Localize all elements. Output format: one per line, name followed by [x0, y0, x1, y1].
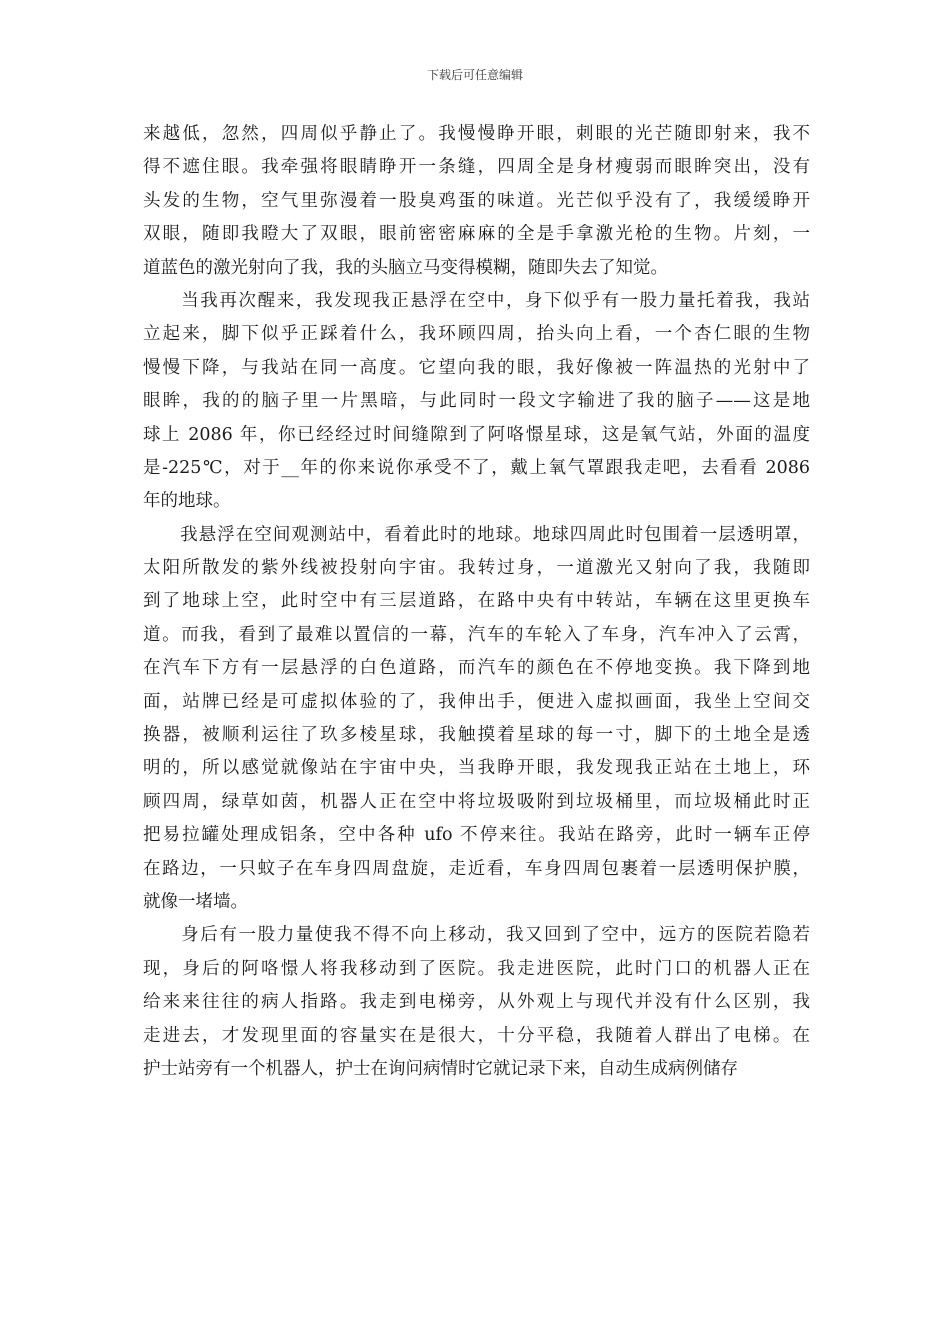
page-header: 下载后可任意编辑 — [426, 68, 523, 82]
text-line: 在路边，一只蚊子在车身四周盘旋，走近看，车身四周包裹着一层透明保护膜， — [143, 858, 810, 879]
text-line: 现，身后的阿咯憬人将我移动到了医院。我走进医院，此时门口的机器人正在 — [143, 958, 810, 979]
paragraph — [143, 285, 810, 519]
text-line: 面，站牌已经是可虚拟体验的了，我伸出手，便进入虚拟画面，我坐上空间交 — [143, 691, 810, 712]
text-line: 把易拉罐处理成铝条，空中各种 ufo 不停来往。我站在路旁，此时一辆车正停 — [143, 825, 810, 846]
text-line: 太阳所散发的紫外线被投射向宇宙。我转过身，一道激光又射向了我，我随即 — [143, 558, 810, 579]
text-line: 我悬浮在空间观测站中，看着此时的地球。地球四周此时包围着一层透明罩， — [143, 524, 810, 545]
text-line: 明的，所以感觉就像站在宇宙中央，当我睁开眼，我发现我正站在土地上，环 — [143, 758, 810, 779]
text-line: 给来来往往的病人指路。我走到电梯旁，从外观上与现代并没有什么区别，我 — [143, 992, 810, 1013]
text-line: 换器，被顺利运往了玖多棱星球，我触摸着星球的每一寸，脚下的土地全是透 — [143, 725, 810, 746]
text-line: 道。而我，看到了最难以置信的一幕，汽车的车轮入了车身，汽车冲入了云霄， — [143, 624, 810, 645]
text-line: 眼眸，我的的脑子里一片黑暗，与此同时一段文字输进了我的脑子——这是地 — [143, 391, 810, 412]
text-line: 当我再次醒来，我发现我正悬浮在空中，身下似乎有一股力量托着我，我站 — [143, 290, 810, 311]
text-line: 双眼，随即我瞪大了双眼，眼前密密麻麻的全是手拿激光枪的生物。片刻，一 — [143, 224, 810, 245]
text-line: 就像一堵墙。 — [143, 891, 248, 912]
text-line: 球上 2086 年，你已经经过时间缝隙到了阿咯憬星球，这是氧气站，外面的温度 — [143, 424, 810, 445]
text-line: 走进去，才发现里面的容量实在是很大，十分平稳，我随着人群出了电梯。在 — [143, 1025, 810, 1046]
document-body — [143, 118, 810, 1086]
text-line: 道蓝色的激光射向了我，我的头脑立马变得模糊，随即失去了知觉。 — [143, 257, 668, 278]
paragraph — [143, 919, 810, 1086]
text-line: 到了地球上空，此时空中有三层道路，在路中央有中转站，车辆在这里更换车 — [143, 591, 810, 612]
paragraph — [143, 519, 810, 920]
text-line: 慢慢下降，与我站在同一高度。它望向我的眼，我好像被一阵温热的光射中了 — [143, 357, 810, 378]
text-line: 顾四周，绿草如茵，机器人正在空中将垃圾吸附到垃圾桶里，而垃圾桶此时正 — [143, 791, 810, 812]
text-line: 得不遮住眼。我牵强将眼睛睁开一条缝，四周全是身材瘦弱而眼眸突出，没有 — [143, 157, 810, 178]
text-line: 年的地球。 — [143, 491, 231, 512]
paragraph — [143, 118, 810, 285]
text-line: 立起来，脚下似乎正踩着什么，我环顾四周，抬头向上看，一个杏仁眼的生物 — [143, 324, 810, 345]
text-line: 头发的生物，空气里弥漫着一股臭鸡蛋的味道。光芒似乎没有了，我缓缓睁开 — [143, 190, 810, 211]
text-line: 身后有一股力量使我不得不向上移动，我又回到了空中，远方的医院若隐若 — [143, 925, 810, 946]
text-line: 在汽车下方有一层悬浮的白色道路，而汽车的颜色在不停地变换。我下降到地 — [143, 658, 810, 679]
text-line: 护士站旁有一个机器人，护士在询问病情时它就记录下来，自动生成病例储存 — [143, 1058, 738, 1079]
text-line: 来越低，忽然，四周似乎静止了。我慢慢睁开眼，刺眼的光芒随即射来，我不 — [143, 124, 810, 144]
text-line: 是-225℃，对于__年的你来说你承受不了，戴上氧气罩跟我走吧，去看看 2086 — [143, 457, 810, 478]
